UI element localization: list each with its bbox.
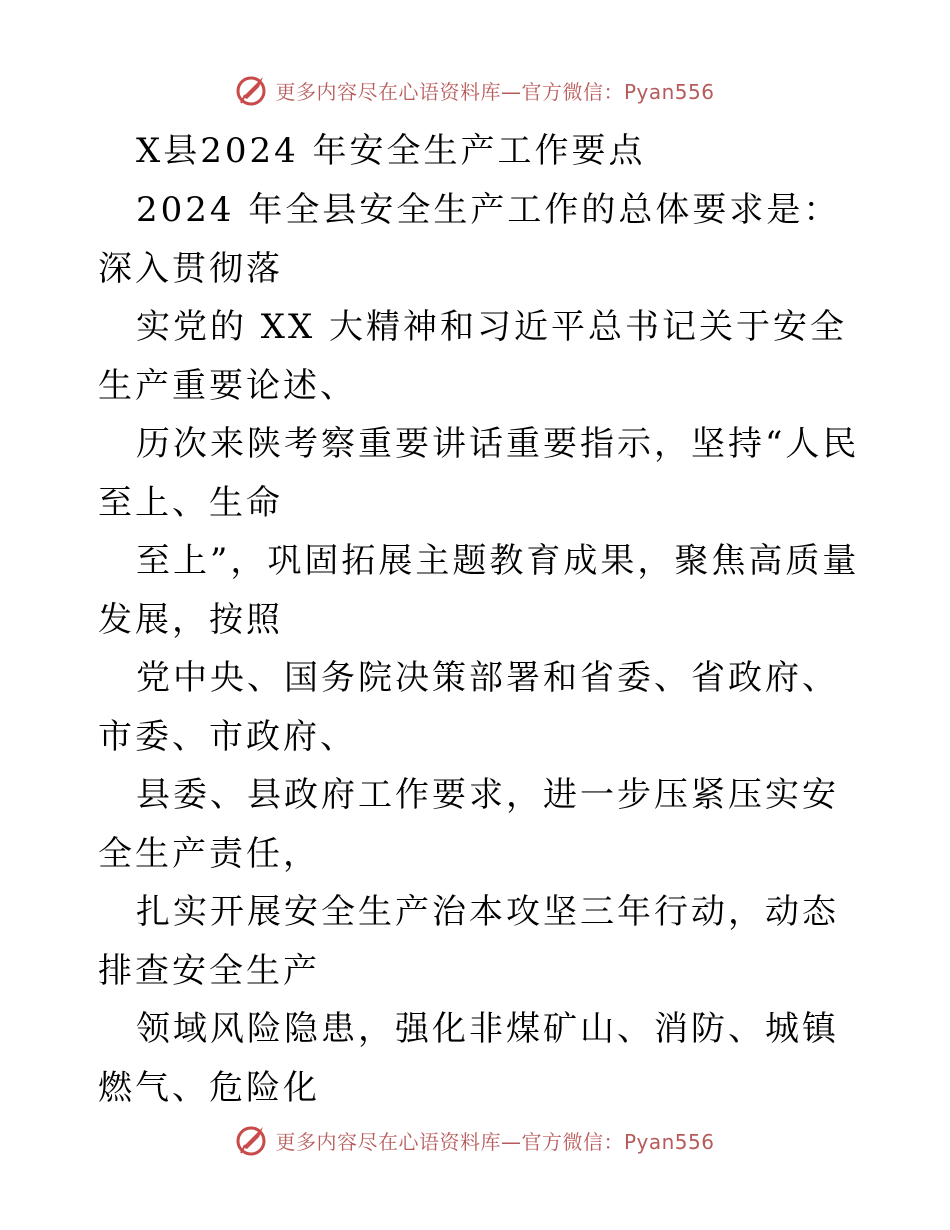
paragraph: 领域风险隐患，强化非煤矿山、消防、城镇燃气、危险化	[98, 1009, 839, 1108]
paragraph: 历次来陕考察重要讲话重要指示，坚持“人民至上、生命	[98, 424, 860, 523]
paragraph: 2024 年全县安全生产工作的总体要求是：深入贯彻落	[98, 190, 841, 289]
quill-pen-logo-icon	[235, 73, 269, 107]
watermark-text: 更多内容尽在心语资料库—官方微信：Pyan556	[275, 79, 715, 104]
quill-pen-logo-icon	[235, 1123, 269, 1157]
document-body	[98, 181, 868, 1117]
paragraph: 扎实开展安全生产治本攻坚三年行动，动态排查安全生产	[98, 892, 839, 991]
watermark-text: 更多内容尽在心语资料库—官方微信：Pyan556	[275, 1129, 715, 1154]
header-watermark	[0, 70, 950, 110]
document-title: X县2024 年安全生产工作要点	[136, 131, 646, 171]
paragraph: 实党的 XX 大精神和习近平总书记关于安全生产重要论述、	[98, 307, 848, 406]
paragraph: 至上”，巩固拓展主题教育成果，聚焦高质量发展，按照	[98, 541, 860, 640]
footer-watermark	[0, 1120, 950, 1160]
paragraph: 县委、县政府工作要求，进一步压紧压实安全生产责任，	[98, 775, 839, 874]
paragraph: 党中央、国务院决策部署和省委、省政府、市委、市政府、	[98, 658, 839, 757]
